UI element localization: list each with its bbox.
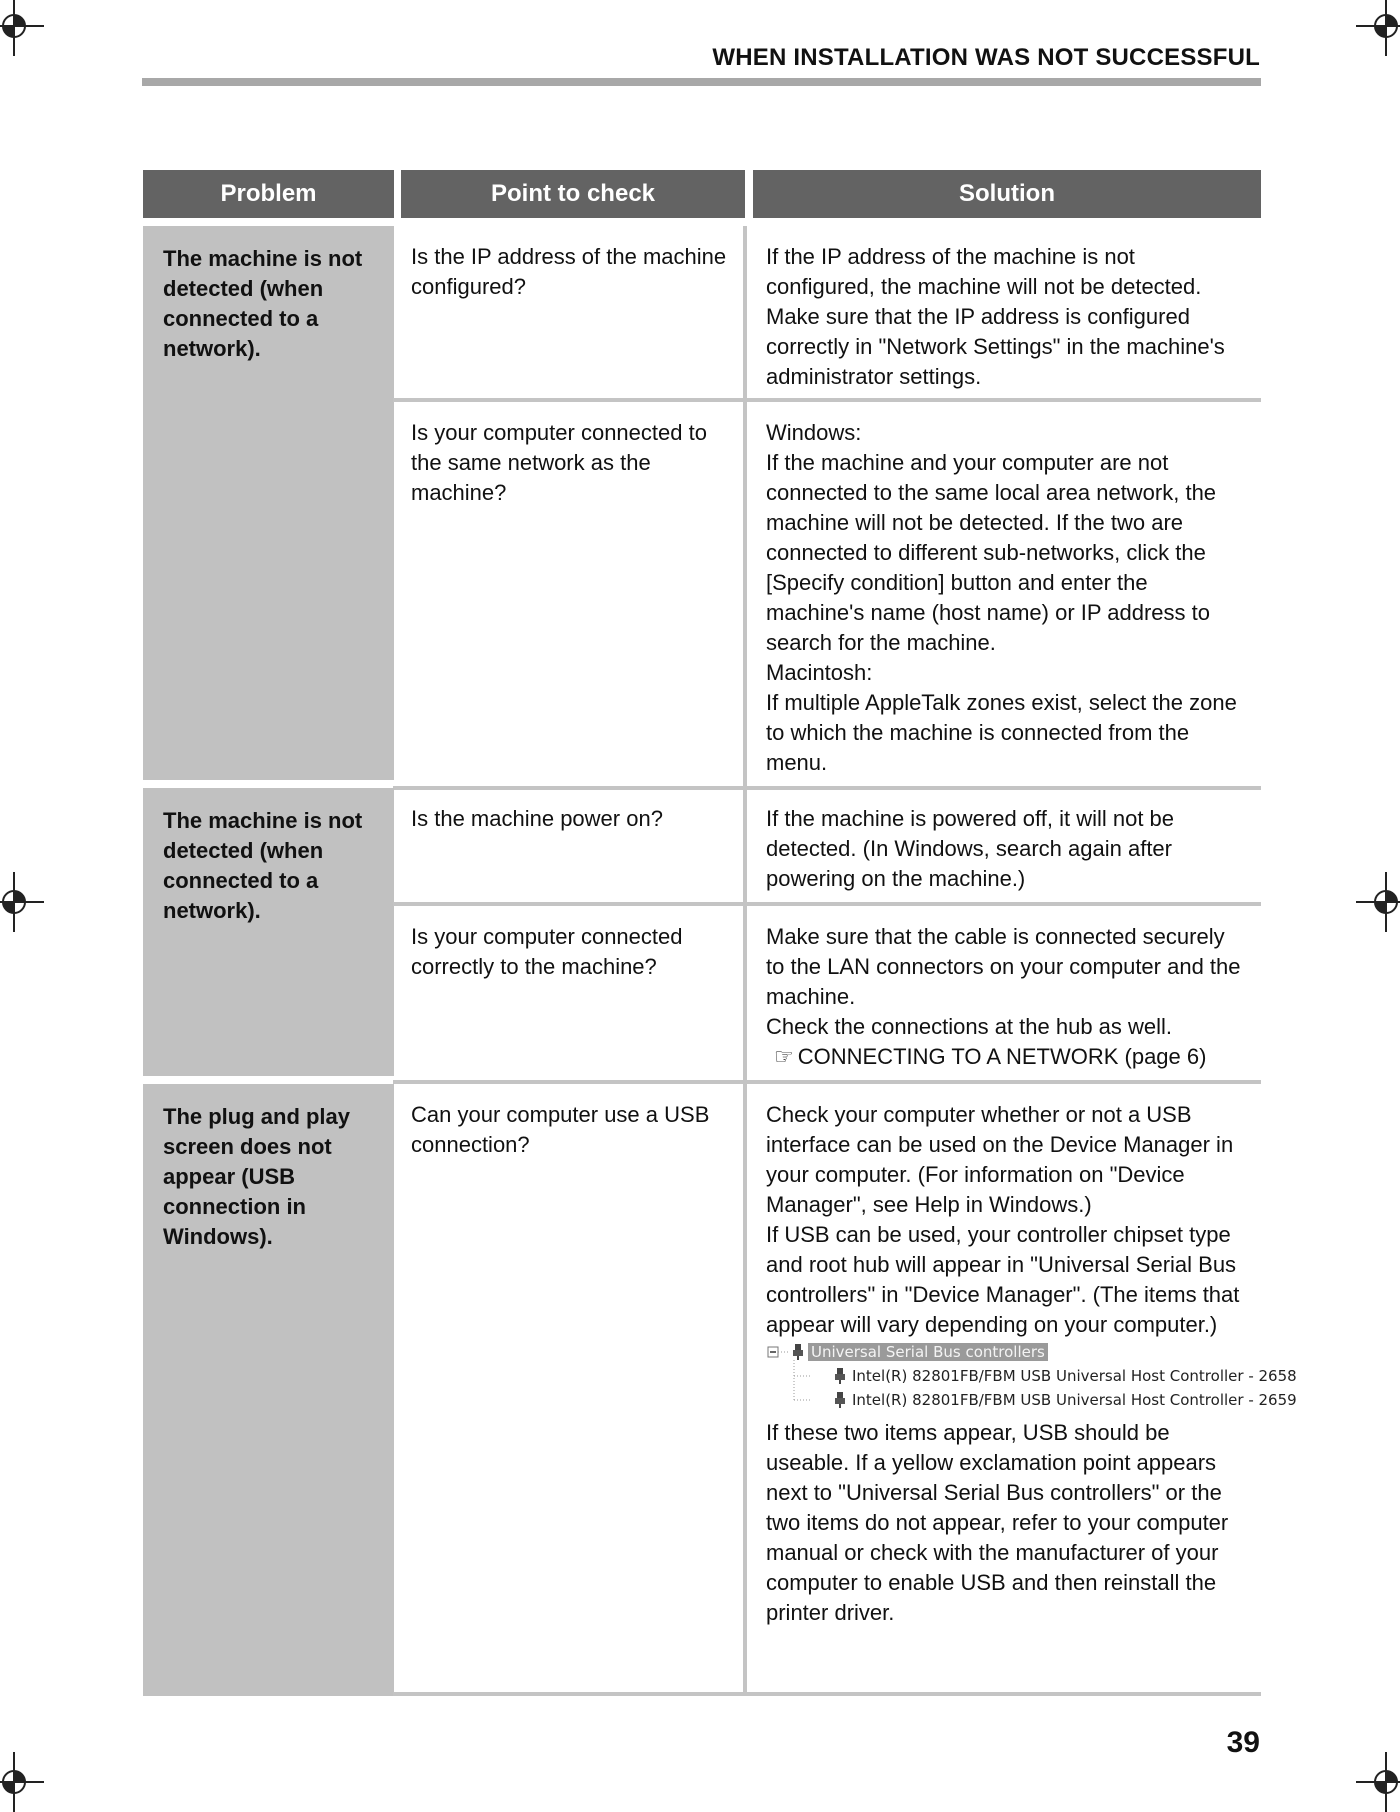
table-group-network-2 bbox=[143, 788, 1261, 1076]
registration-mark-bottom-left bbox=[0, 1752, 44, 1812]
table-row bbox=[393, 1084, 1297, 1696]
table-row bbox=[393, 788, 1261, 906]
page-header-title: WHEN INSTALLATION WAS NOT SUCCESSFUL bbox=[712, 44, 1260, 71]
solution-paragraph: If the IP address of the machine is not configured, the machine will not be detected. Make sure that the IP address is configured correctly in "Network Settings" in the machine's administrator settings. bbox=[766, 244, 1225, 389]
registration-mark-mid-left bbox=[0, 872, 44, 932]
registration-mark-mid-right bbox=[1356, 872, 1400, 932]
problem-cell: The machine is not detected (when connected to a network). bbox=[143, 226, 394, 780]
column-header-problem: Problem bbox=[143, 170, 394, 218]
solution-text bbox=[766, 922, 1248, 1072]
table-row bbox=[393, 906, 1261, 1084]
usb-plug-icon bbox=[834, 1368, 846, 1384]
column-header-point-to-check: Point to check bbox=[401, 170, 745, 218]
solution-paragraph: If the machine and your computer are not connected to the same local area network, the machine will not be detected. If the two are connected to different sub-networks, click the [Specify condition] button and enter the machine's name (host name) or IP address to search for the machine. bbox=[766, 450, 1217, 655]
header-rule bbox=[142, 78, 1261, 86]
column-divider bbox=[743, 788, 747, 906]
crosshair-icon bbox=[0, 0, 44, 56]
problem-cell: The machine is not detected (when connected to a network). bbox=[143, 788, 394, 1076]
column-divider bbox=[743, 402, 747, 790]
table-group-usb bbox=[143, 1084, 1297, 1696]
registration-mark-bottom-right bbox=[1356, 1752, 1400, 1812]
crosshair-icon bbox=[0, 1752, 44, 1812]
page-number: 39 bbox=[1226, 1726, 1260, 1759]
solution-text bbox=[766, 804, 1248, 894]
table-header-row bbox=[143, 170, 1261, 218]
usb-tree-item-label: Intel(R) 82801FB/FBM USB Universal Host Controller - 2658 bbox=[852, 1367, 1297, 1385]
solution-text bbox=[766, 418, 1248, 778]
solution-paragraph: If these two items appear, USB should be useable. If a yellow exclamation point appears next to "Universal Serial Bus controllers" or the two items do not appear, refer to your computer manual or check with the manufacturer of your computer to enable USB and then reinstall the printer driver. bbox=[766, 1420, 1229, 1625]
point-to-check-text: Can your computer use a USB connection? bbox=[411, 1102, 710, 1157]
solution-paragraph: If multiple AppleTalk zones exist, select the zone to which the machine is connected from the menu. bbox=[766, 690, 1237, 775]
usb-plug-icon bbox=[834, 1392, 846, 1408]
usb-plug-icon bbox=[792, 1344, 804, 1360]
solution-paragraph: If the machine is powered off, it will not be detected. (In Windows, search again after powering on the machine.) bbox=[766, 806, 1175, 891]
solution-text bbox=[766, 1100, 1297, 1628]
table-group-network-1 bbox=[143, 226, 1261, 780]
usb-tree-item-label: Intel(R) 82801FB/FBM USB Universal Host Controller - 2659 bbox=[852, 1391, 1297, 1409]
solution-paragraph: Macintosh: bbox=[766, 660, 873, 685]
usb-tree-root-label: Universal Serial Bus controllers bbox=[808, 1343, 1048, 1361]
usb-tree-item[interactable] bbox=[834, 1366, 1297, 1386]
solution-paragraph: Windows: bbox=[766, 420, 862, 445]
crosshair-icon bbox=[0, 872, 44, 932]
point-to-check-text: Is your computer connected to the same network as the machine? bbox=[411, 420, 707, 505]
table-row bbox=[393, 402, 1261, 790]
point-to-check-text: Is your computer connected correctly to the machine? bbox=[411, 924, 683, 979]
page-reference-link[interactable] bbox=[766, 1042, 1248, 1072]
column-divider bbox=[743, 906, 747, 1084]
page-reference-text: CONNECTING TO A NETWORK (page 6) bbox=[797, 1044, 1207, 1069]
registration-mark-top-left bbox=[0, 0, 44, 56]
solution-text bbox=[766, 242, 1248, 392]
point-to-check-text: Is the machine power on? bbox=[411, 806, 663, 831]
solution-paragraph: Check the connections at the hub as well. bbox=[766, 1014, 1173, 1039]
registration-mark-top-right bbox=[1356, 0, 1400, 56]
crosshair-icon bbox=[1356, 872, 1400, 932]
crosshair-icon bbox=[1356, 1752, 1400, 1812]
column-divider bbox=[743, 226, 747, 402]
problem-cell: The plug and play screen does not appear (USB connection in Windows). bbox=[143, 1084, 394, 1696]
point-to-check-text: Is the IP address of the machine configured? bbox=[411, 244, 727, 299]
solution-paragraph: Check your computer whether or not a USB interface can be used on the Device Manager in your computer. (For information on "Device Manager", see Help in Windows.) bbox=[766, 1102, 1234, 1217]
row-divider bbox=[393, 1692, 1261, 1696]
solution-paragraph: Make sure that the cable is connected securely to the LAN connectors on your computer and the machine. bbox=[766, 924, 1241, 1009]
crosshair-icon bbox=[1356, 0, 1400, 56]
column-header-solution: Solution bbox=[753, 170, 1261, 218]
usb-device-tree-screenshot bbox=[766, 1340, 1297, 1418]
table-row bbox=[393, 226, 1261, 402]
pointing-hand-icon: ☞ bbox=[774, 1044, 794, 1069]
solution-paragraph: If USB can be used, your controller chipset type and root hub will appear in "Universal Serial Bus controllers" in "Device Manager". (The items that appear will vary depending on your computer.) bbox=[766, 1222, 1240, 1337]
column-divider bbox=[743, 1084, 747, 1696]
usb-tree-root[interactable] bbox=[810, 1342, 1048, 1362]
troubleshooting-table bbox=[143, 170, 1297, 1625]
usb-tree-item[interactable] bbox=[834, 1390, 1297, 1410]
